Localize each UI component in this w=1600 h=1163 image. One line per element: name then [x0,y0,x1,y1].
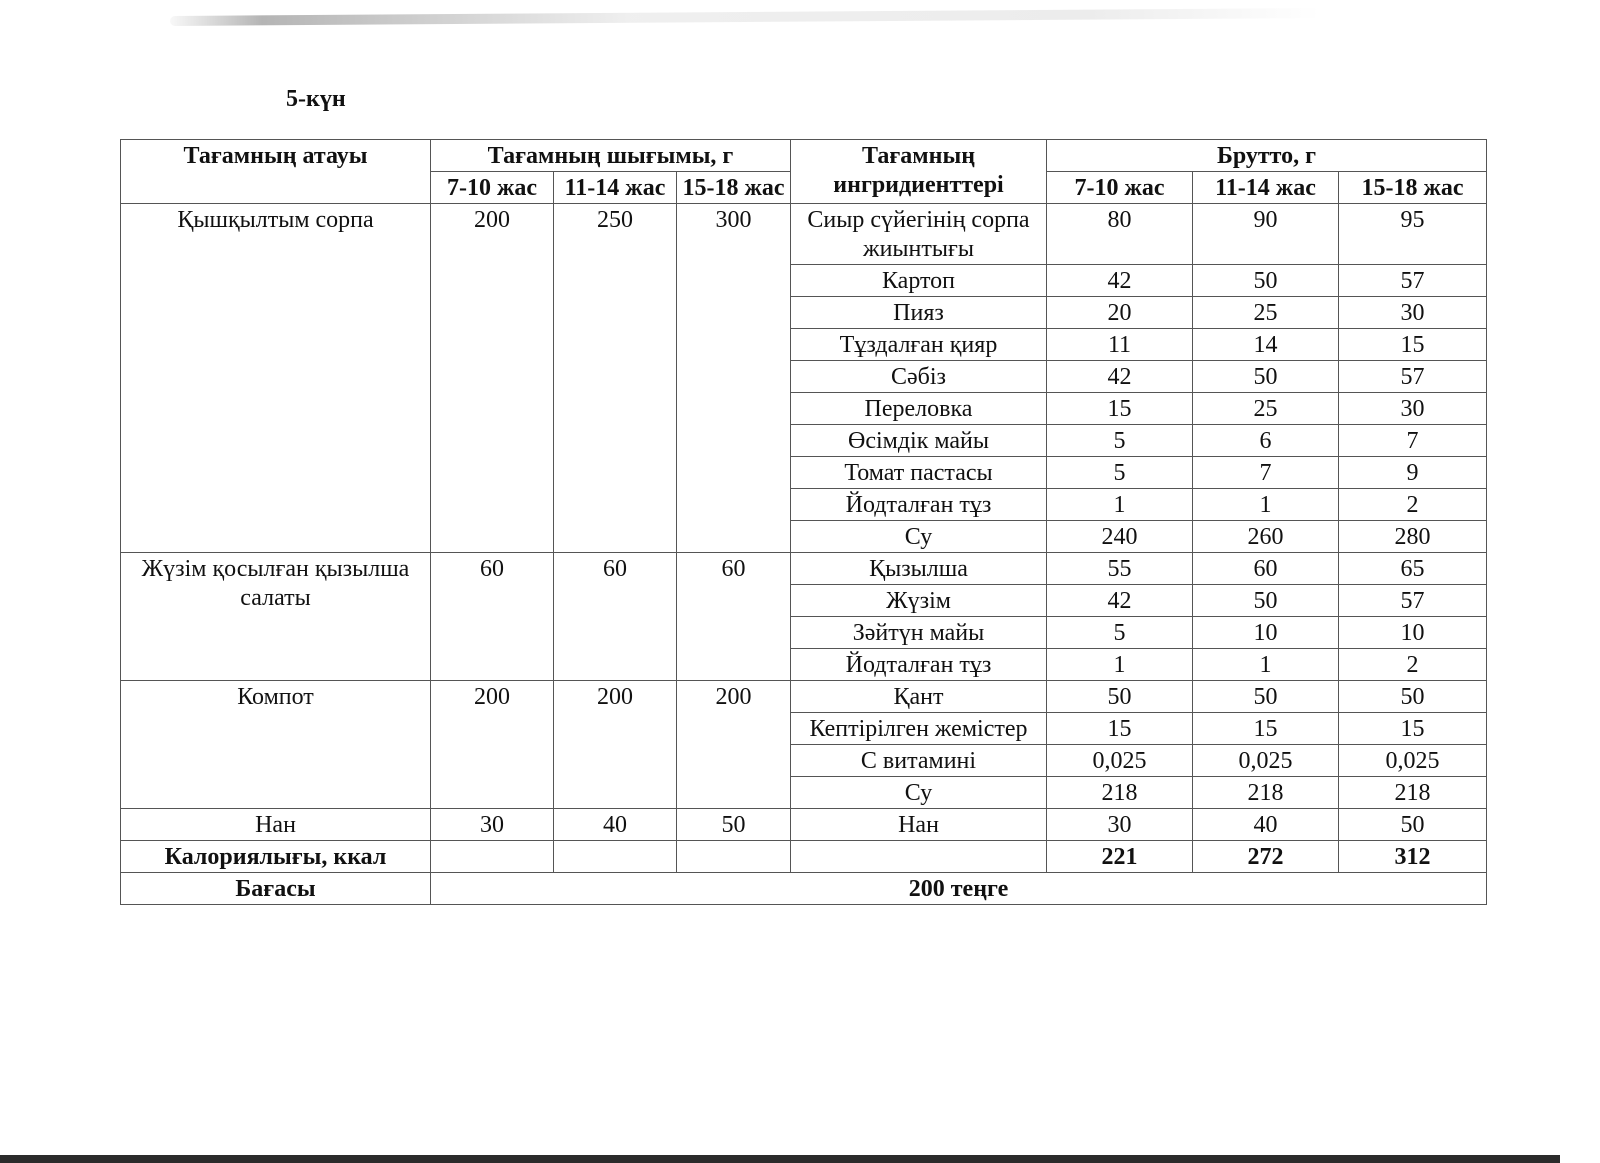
calories-value: 221 [1047,841,1193,873]
ingredient-gross: 10 [1193,617,1339,649]
ingredient-gross: 11 [1047,329,1193,361]
table-row [121,681,1487,713]
ingredient-gross: 260 [1193,521,1339,553]
price-label: Бағасы [121,873,431,905]
ingredient-name: С витамині [791,745,1047,777]
ingredient-gross: 25 [1193,393,1339,425]
dish-yield: 60 [677,553,791,681]
ingredient-name: Тұздалған қияр [791,329,1047,361]
dish-name: Жүзім қосылған қызылша салаты [121,553,431,681]
ingredient-gross: 30 [1047,809,1193,841]
ingredient-gross: 218 [1339,777,1487,809]
header-gross-age: 7-10 жас [1047,172,1193,204]
ingredient-gross: 218 [1193,777,1339,809]
ingredient-name: Жүзім [791,585,1047,617]
ingredient-name: Су [791,521,1047,553]
ingredient-gross: 30 [1339,393,1487,425]
ingredient-gross: 50 [1193,361,1339,393]
menu-table [120,139,1487,905]
ingredient-gross: 9 [1339,457,1487,489]
ingredient-gross: 14 [1193,329,1339,361]
dish-name: Нан [121,809,431,841]
ingredient-gross: 280 [1339,521,1487,553]
empty-cell [677,841,791,873]
ingredient-gross: 25 [1193,297,1339,329]
dish-yield: 200 [554,681,677,809]
ingredient-gross: 0,025 [1339,745,1487,777]
ingredient-gross: 0,025 [1047,745,1193,777]
header-yield-age: 11-14 жас [554,172,677,204]
ingredient-gross: 50 [1193,585,1339,617]
ingredient-gross: 5 [1047,425,1193,457]
ingredient-gross: 5 [1047,617,1193,649]
ingredient-gross: 30 [1339,297,1487,329]
dish-name: Қышқылтым сорпа [121,204,431,553]
ingredient-gross: 0,025 [1193,745,1339,777]
ingredient-gross: 80 [1047,204,1193,265]
ingredient-gross: 7 [1339,425,1487,457]
ingredient-gross: 1 [1193,649,1339,681]
ingredient-gross: 20 [1047,297,1193,329]
header-gross-age: 15-18 жас [1339,172,1487,204]
header-dish-name: Тағамның атауы [121,140,431,204]
ingredient-name: Томат пастасы [791,457,1047,489]
dish-yield: 200 [677,681,791,809]
ingredient-gross: 57 [1339,585,1487,617]
ingredient-name: Су [791,777,1047,809]
ingredient-gross: 15 [1339,329,1487,361]
ingredient-name: Сиыр сүйегінің сорпа жиынтығы [791,204,1047,265]
table-row [121,553,1487,585]
ingredient-name: Кептірілген жемістер [791,713,1047,745]
ingredient-name: Өсімдік майы [791,425,1047,457]
header-yield: Тағамның шығымы, г [431,140,791,172]
ingredient-name: Йодталған тұз [791,489,1047,521]
header-ingredients: Тағамның ингридиенттері [791,140,1047,204]
ingredient-gross: 1 [1047,649,1193,681]
ingredient-name: Переловка [791,393,1047,425]
header-yield-age: 15-18 жас [677,172,791,204]
dish-yield: 300 [677,204,791,553]
ingredient-name: Зәйтүн майы [791,617,1047,649]
ingredient-gross: 15 [1047,713,1193,745]
ingredient-gross: 42 [1047,265,1193,297]
dish-yield: 60 [554,553,677,681]
empty-cell [791,841,1047,873]
calories-value: 312 [1339,841,1487,873]
dish-yield: 30 [431,809,554,841]
dish-yield: 40 [554,809,677,841]
ingredient-gross: 6 [1193,425,1339,457]
ingredient-name: Нан [791,809,1047,841]
header-gross: Брутто, г [1047,140,1487,172]
dish-yield: 250 [554,204,677,553]
ingredient-gross: 2 [1339,489,1487,521]
ingredient-name: Картоп [791,265,1047,297]
ingredient-name: Йодталған тұз [791,649,1047,681]
ingredient-name: Пияз [791,297,1047,329]
empty-cell [554,841,677,873]
ingredient-gross: 65 [1339,553,1487,585]
ingredient-gross: 240 [1047,521,1193,553]
ingredient-gross: 90 [1193,204,1339,265]
calories-value: 272 [1193,841,1339,873]
ingredient-gross: 40 [1193,809,1339,841]
ingredient-gross: 50 [1047,681,1193,713]
dish-yield: 60 [431,553,554,681]
ingredient-name: Қызылша [791,553,1047,585]
ingredient-gross: 10 [1339,617,1487,649]
empty-cell [431,841,554,873]
ingredient-gross: 5 [1047,457,1193,489]
calories-label: Калориялығы, ккал [121,841,431,873]
ingredient-gross: 50 [1339,681,1487,713]
ingredient-gross: 1 [1193,489,1339,521]
header-gross-age: 11-14 жас [1193,172,1339,204]
table-row [121,204,1487,265]
price-row [121,873,1487,905]
ingredient-gross: 218 [1047,777,1193,809]
ingredient-gross: 15 [1339,713,1487,745]
header-yield-age: 7-10 жас [431,172,554,204]
ingredient-name: Қант [791,681,1047,713]
dish-yield: 200 [431,681,554,809]
page-title: 5-күн [286,86,346,112]
dish-yield: 50 [677,809,791,841]
scan-edge-bottom [0,1155,1560,1163]
ingredient-gross: 95 [1339,204,1487,265]
table-row [121,809,1487,841]
ingredient-gross: 42 [1047,361,1193,393]
dish-yield: 200 [431,204,554,553]
ingredient-name: Сәбіз [791,361,1047,393]
scan-edge-top [170,8,1320,26]
ingredient-gross: 50 [1339,809,1487,841]
ingredient-gross: 42 [1047,585,1193,617]
ingredient-gross: 7 [1193,457,1339,489]
ingredient-gross: 55 [1047,553,1193,585]
ingredient-gross: 50 [1193,681,1339,713]
menu-table-body [121,204,1487,905]
ingredient-gross: 57 [1339,265,1487,297]
ingredient-gross: 60 [1193,553,1339,585]
calories-row [121,841,1487,873]
ingredient-gross: 2 [1339,649,1487,681]
ingredient-gross: 15 [1047,393,1193,425]
ingredient-gross: 15 [1193,713,1339,745]
ingredient-gross: 57 [1339,361,1487,393]
ingredient-gross: 1 [1047,489,1193,521]
dish-name: Компот [121,681,431,809]
ingredient-gross: 50 [1193,265,1339,297]
price-value: 200 теңге [431,873,1487,905]
